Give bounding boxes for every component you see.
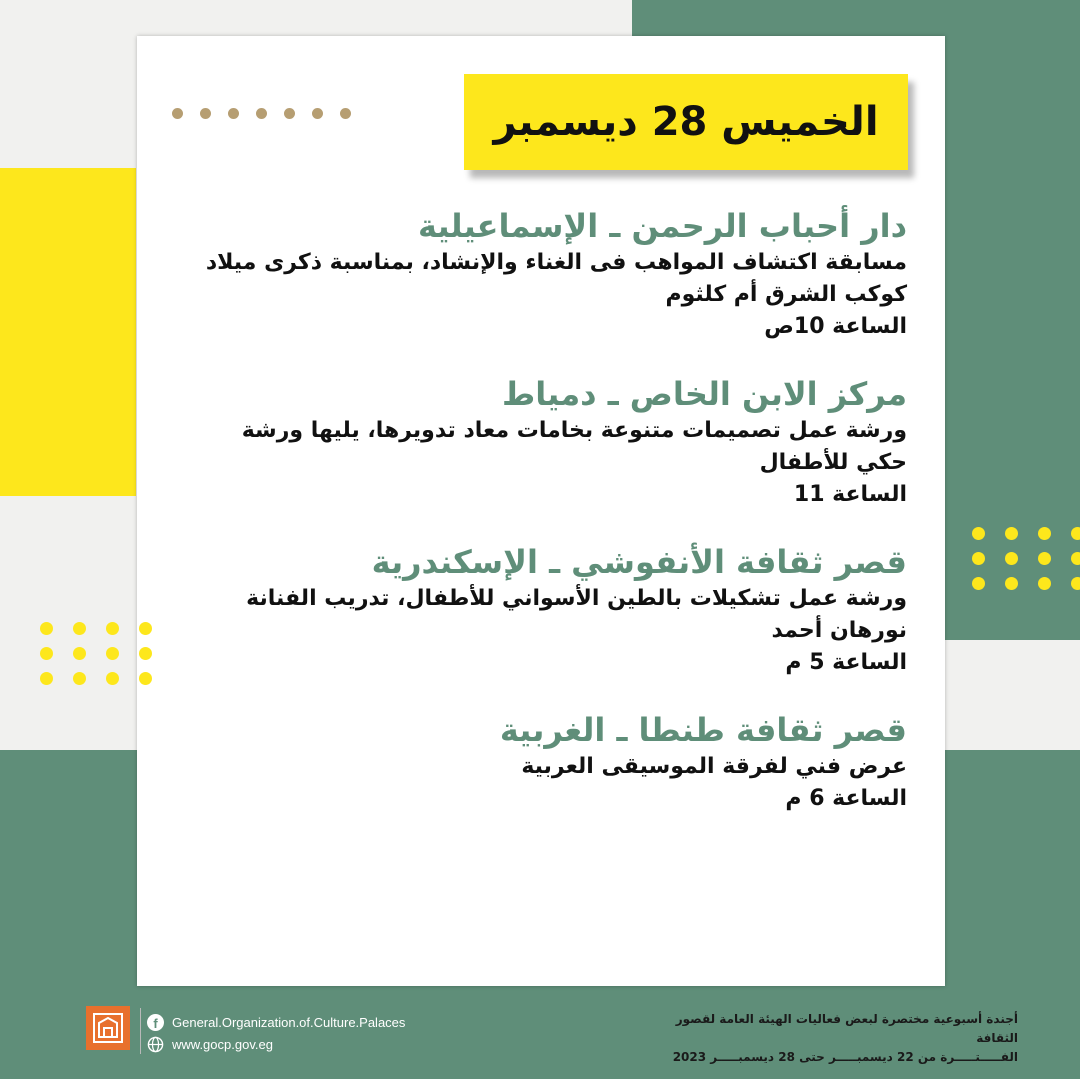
facebook-link[interactable] [147,1012,405,1032]
yellow-block-left [0,168,136,496]
globe-icon [147,1036,164,1053]
footer-divider [140,1008,141,1054]
event-description: كوكب الشرق أم كلثوم [665,282,907,307]
date-title: الخميس 28 ديسمبر [493,99,879,145]
tan-dot-row [172,108,392,124]
facebook-icon: f [147,1014,164,1031]
event-item [185,205,907,343]
event-description: ورشة عمل تصميمات متنوعة بخامات معاد تدويرها، يليها ورشة [241,418,907,443]
event-description: ورشة عمل تشكيلات بالطين الأسواني للأطفال، تدريب الفنانة [246,586,907,611]
event-venue: قصر ثقافة الأنفوشي ـ الإسكندرية [371,543,907,581]
yellow-dot-grid-left [40,622,152,685]
event-description: عرض فني لفرقة الموسيقى العربية [521,754,907,779]
event-time: الساعة 6 م [785,786,907,811]
event-time: الساعة 10ص [764,314,907,339]
gocp-logo [86,1006,130,1050]
event-venue: مركز الابن الخاص ـ دمياط [502,375,907,413]
website-link[interactable] [147,1034,273,1054]
events-list [185,205,907,845]
agenda-caption [650,1010,1018,1067]
event-time: الساعة 11 [793,482,907,507]
agenda-line-1: أجندة أسبوعية مختصرة لبعض فعاليات الهيئة العامة لقصور الثقافة [675,1012,1018,1045]
event-item [185,709,907,815]
event-venue: قصر ثقافة طنطا ـ الغربية [499,711,907,749]
event-description: حكي للأطفال [759,450,907,475]
event-description: مسابقة اكتشاف المواهب فى الغناء والإنشاد، بمناسبة ذكرى ميلاد [205,250,907,275]
event-venue: دار أحباب الرحمن ـ الإسماعيلية [418,207,907,245]
date-banner [464,74,908,170]
yellow-dot-grid-right [972,527,1080,590]
event-time: الساعة 5 م [785,650,907,675]
event-item [185,373,907,511]
event-description: نورهان أحمد [771,618,907,643]
event-item [185,541,907,679]
website-text: www.gocp.gov.eg [172,1036,273,1052]
agenda-line-2: الفـــــتـــــرة من 22 ديسمبـــــر حتى 28 ديسمبـــــر 2023 [672,1050,1018,1064]
facebook-text: General.Organization.of.Culture.Palaces [172,1014,406,1030]
